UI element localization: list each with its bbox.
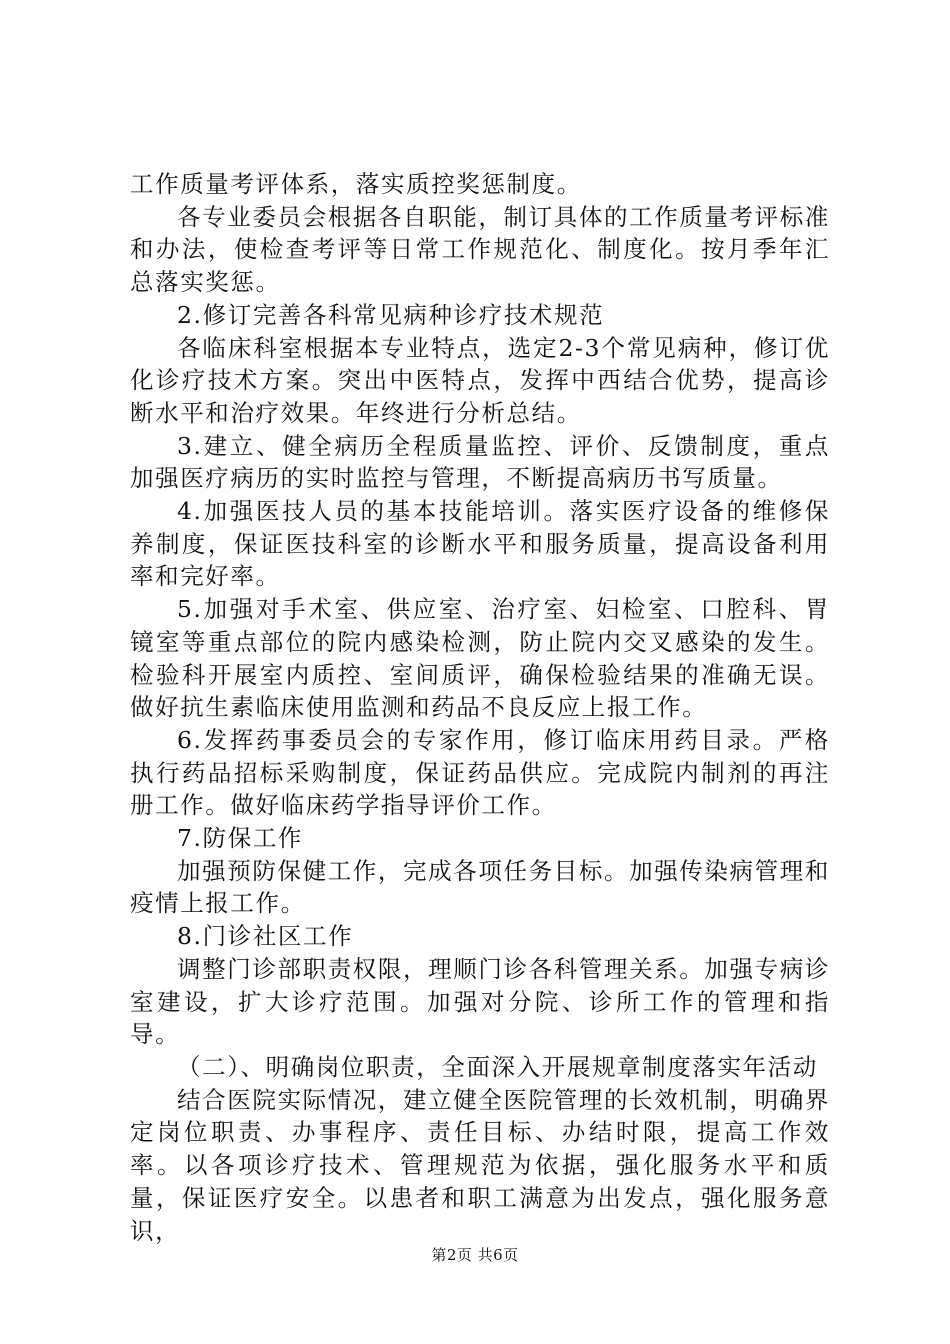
section-heading-8: 7.防保工作 xyxy=(177,824,304,853)
document-body xyxy=(130,168,830,1247)
paragraph-7: 6.发挥药事委员会的专家作用，修订临床用药目录。严格执行药品招标采购制度，保证药品供应。完成院内制剂的再注册工作。做好临床药学指导评价工作。 xyxy=(130,725,830,820)
section-heading-2: 2.修订完善各科常见病种诊疗技术规范 xyxy=(177,300,605,329)
page-footer: 第2页 共6页 xyxy=(431,1246,519,1264)
paragraph-3: 各临床科室根据本专业特点，选定2-3个常见病种，修订优化诊疗技术方案。突出中医特点，发挥中西结合优势，提高诊断水平和治疗效果。年终进行分析总结。 xyxy=(130,333,830,427)
paragraph-13: 结合医院实际情况，建立健全医院管理的长效机制，明确界定岗位职责、办事程序、责任目标、办结时限，提高工作效率。以各项诊疗技术、管理规范为依据，强化服务水平和质量，保证医疗安全。以患者和职工满意为出发点，强化服务意识， xyxy=(130,1085,830,1245)
paragraph-9: 加强预防保健工作，完成各项任务目标。加强传染病管理和疫情上报工作。 xyxy=(130,856,830,918)
paragraph-1: 各专业委员会根据各自职能，制订具体的工作质量考评标准和办法，使检查考评等日常工作规范化、制度化。按月季年汇总落实奖惩。 xyxy=(130,202,830,297)
paragraph-6: 5.加强对手术室、供应室、治疗室、妇检室、口腔科、胃镜室等重点部位的院内感染检测，防止院内交叉感染的发生。检验科开展室内质控、室间质评，确保检验结果的准确无误。做好抗生素临床使用监测和药品不良反应上报工作。 xyxy=(130,595,830,722)
paragraph-4: 3.建立、健全病历全程质量监控、评价、反馈制度，重点加强医疗病历的实时监控与管理，不断提高病历书写质量。 xyxy=(130,431,830,493)
paragraph-5: 4.加强医技人员的基本技能培训。落实医疗设备的维修保养制度，保证医技科室的诊断水平和服务质量，提高设备利用率和完好率。 xyxy=(130,497,830,591)
paragraph-11: 调整门诊部职责权限，理顺门诊各科管理关系。加强专病诊室建设，扩大诊疗范围。加强对分院、诊所工作的管理和指导。 xyxy=(130,954,830,1049)
section-heading-12: （二）、明确岗位职责，全面深入开展规章制度落实年活动 xyxy=(177,1052,818,1081)
paragraph-0: 工作质量考评体系，落实质控奖惩制度。 xyxy=(130,170,582,198)
section-heading-10: 8.门诊社区工作 xyxy=(177,922,354,951)
